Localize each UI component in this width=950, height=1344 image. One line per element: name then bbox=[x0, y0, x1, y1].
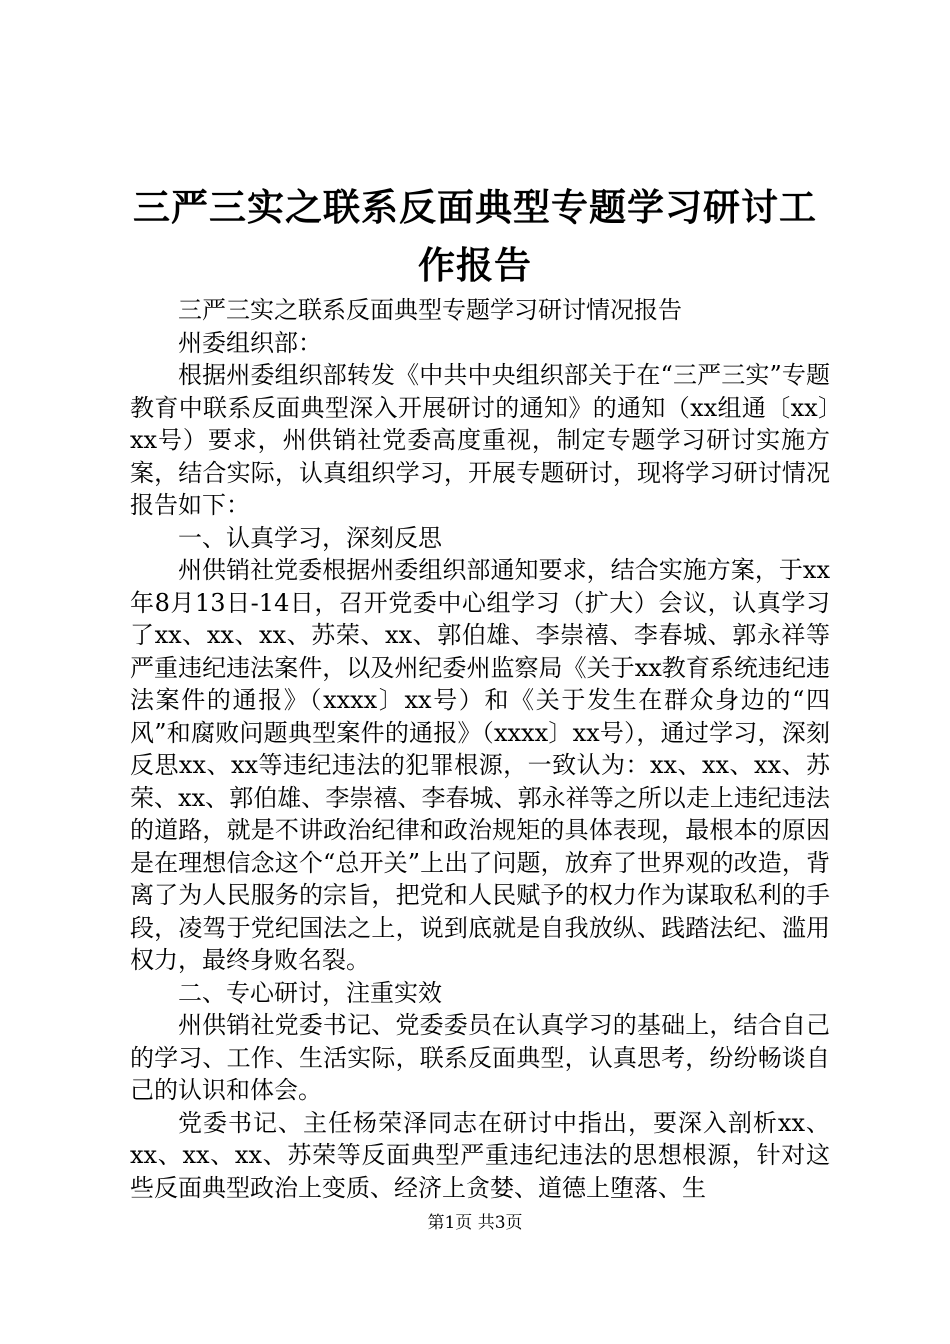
addressee-paragraph: 州委组织部： bbox=[178, 328, 322, 357]
subtitle-paragraph: 三严三实之联系反面典型专题学习研讨情况报告 bbox=[178, 296, 682, 324]
body-paragraph: 党委书记、主任杨荣泽同志在研讨中指出，要深入剖析xx、xx、xx、xx、苏荣等反面典型严重违纪违法的思想根源，针对这些反面典型政治上变质、经济上贪婪、道德上堕落、生 bbox=[130, 1108, 830, 1202]
section-heading: 二、专心研讨，注重实效 bbox=[178, 978, 442, 1007]
body-paragraph: 州供销社党委根据州委组织部通知要求，结合实施方案，于xx年8月13日-14日，召开党委中心组学习（扩大）会议，认真学习了xx、xx、xx、苏荣、xx、郭伯雄、李崇禧、李春城、郭永祥等严重违纪违法案件，以及州纪委州监察局《关于xx教育系统违纪违法案件的通报》（xxxx〕xx号）和《关于发生在群众身边的“四风”和腐败问题典型案件的通报》（xxxx〕xx号），通过学习，深刻反思xx、xx等违纪违法的犯罪根源，一致认为：xx、xx、xx、苏荣、xx、郭伯雄、李崇禧、李春城、郭永祥等之所以走上违纪违法的道路，就是不讲政治纪律和政治规矩的具体表现，最根本的原因是在理想信念这个“总开关”上出了问题，放弃了世界观的改造，背离了为人民服务的宗旨，把党和人民赋予的权力作为谋取私利的手段，凌驾于党纪国法之上，说到底就是自我放纵、践踏法纪、滥用权力，最终身败名裂。 bbox=[130, 556, 830, 974]
document-body bbox=[130, 294, 830, 1204]
section-heading: 一、认真学习，深刻反思 bbox=[178, 523, 442, 552]
document-title: 三严三实之联系反面典型专题学习研讨工作报告 bbox=[133, 185, 817, 287]
page-indicator: 第1页 共3页 bbox=[427, 1213, 523, 1233]
body-paragraph: 州供销社党委书记、党委委员在认真学习的基础上，结合自己的学习、工作、生活实际，联系反面典型，认真思考，纷纷畅谈自己的认识和体会。 bbox=[130, 1011, 830, 1104]
body-paragraph: 根据州委组织部转发《中共中央组织部关于在“三严三实”专题教育中联系反面典型深入开展研讨的通知》的通知（xx组通〔xx〕xx号）要求，州供销社党委高度重视，制定专题学习研讨实施方案，结合实际，认真组织学习，开展专题研讨，现将学习研讨情况报告如下： bbox=[130, 361, 830, 519]
